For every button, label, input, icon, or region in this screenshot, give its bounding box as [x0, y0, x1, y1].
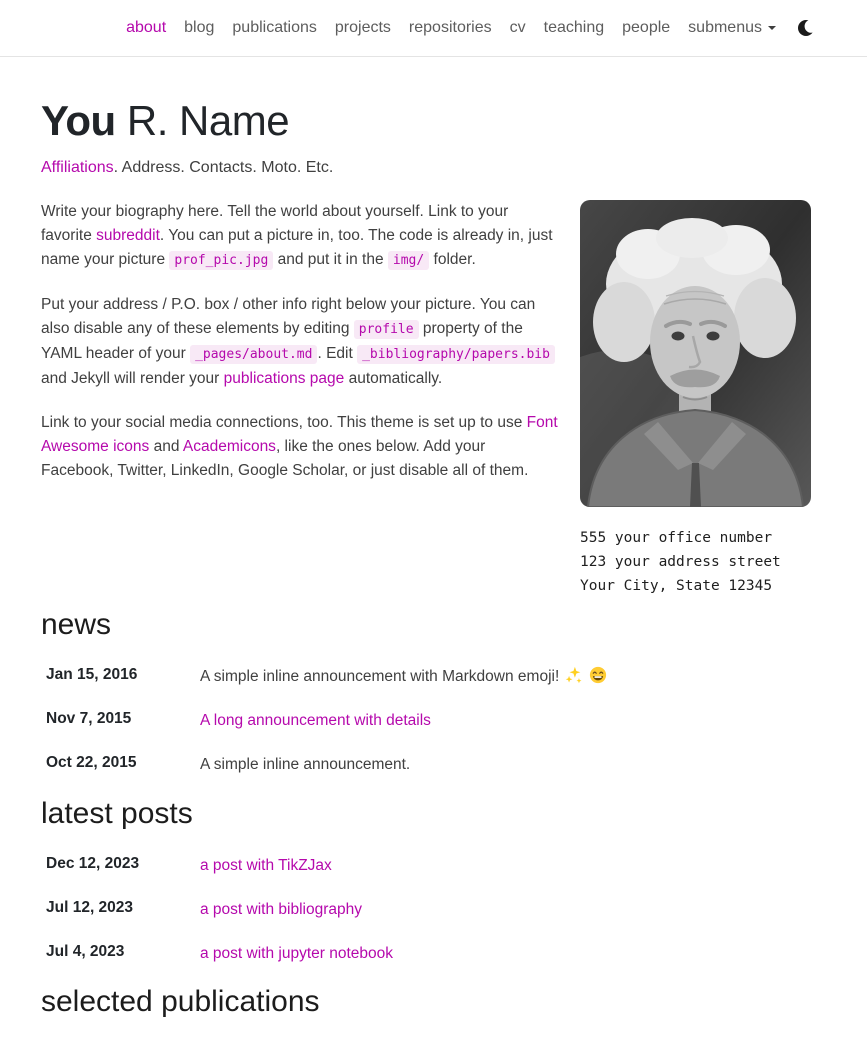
nav-item[interactable] [117, 19, 175, 37]
text-run: . You can put a picture in, too. The code is already in, just name your picture [41, 227, 553, 269]
nav-item[interactable] [326, 19, 400, 37]
inline-code: prof_pic.jpg [169, 251, 273, 270]
post-text [200, 899, 811, 920]
nav-item-label: blog [184, 19, 215, 36]
inline-code: img/ [388, 251, 429, 270]
address-line: 123 your address street [580, 554, 781, 571]
news-date: Jan 15, 2016 [46, 666, 138, 684]
portrait-photo-placeholder [580, 200, 811, 507]
latest-posts-heading: latest posts [41, 796, 193, 830]
nav-item[interactable] [223, 19, 326, 37]
news-row [41, 699, 811, 743]
news-text [200, 666, 811, 687]
news-list [41, 655, 811, 787]
text-run: . Address. Contacts. Moto. Etc. [113, 159, 334, 177]
sparkles-emoji [565, 666, 583, 684]
moon-icon [797, 25, 815, 40]
post-text [200, 855, 811, 876]
nav-item[interactable] [400, 19, 501, 37]
nav-item-label: submenus [688, 19, 762, 36]
post-row [41, 843, 811, 887]
page-header [41, 98, 811, 177]
inline-link[interactable]: publications page [223, 370, 345, 388]
nav-item-label: teaching [543, 19, 605, 36]
smile-emoji [589, 666, 607, 684]
inline-link[interactable]: subreddit [96, 227, 160, 245]
text-run: and Jekyll will render your [41, 370, 224, 388]
text-run: , like the ones below. Add your Facebook, Twitter, LinkedIn, Google Scholar, or just disable all of them. [41, 438, 529, 480]
inline-link[interactable]: Font Awesome icons [41, 414, 558, 456]
text-run: . Edit [317, 345, 358, 363]
text-run: A simple inline announcement. [200, 756, 411, 774]
last-name: R. Name [115, 97, 290, 144]
inline-code: profile [354, 320, 419, 339]
post-date: Jul 4, 2023 [46, 942, 125, 960]
nav-item-label: publications [232, 19, 317, 36]
post-text [200, 943, 811, 964]
post-date: Jul 12, 2023 [46, 898, 134, 916]
chevron-down-icon [768, 26, 776, 30]
nav-item[interactable] [679, 19, 785, 37]
text-run: folder. [429, 251, 476, 269]
nav-item-label: repositories [408, 19, 492, 36]
page-title [41, 98, 811, 144]
profile-picture [580, 200, 811, 507]
inline-link[interactable]: a post with bibliography [200, 900, 362, 918]
main-content [41, 98, 811, 1020]
text-run [584, 668, 588, 685]
nav-item-label: projects [334, 19, 391, 36]
inline-link[interactable]: Affiliations [41, 159, 114, 177]
news-row [41, 655, 811, 699]
navbar [0, 0, 867, 57]
text-run: property of the YAML header of your [41, 320, 523, 363]
inline-link[interactable]: Academicons [182, 438, 276, 456]
news-row [41, 743, 811, 787]
news-text [200, 754, 811, 775]
nav-item-label: about [126, 19, 167, 36]
posts-list [41, 843, 811, 975]
address-line: Your City, State 12345 [580, 578, 773, 595]
profile-column [580, 200, 811, 598]
inline-code: _pages/about.md [190, 345, 317, 364]
inline-link[interactable]: a post with jupyter notebook [200, 944, 394, 962]
nav-item-label: people [622, 19, 671, 36]
text-run: and put it in the [273, 251, 388, 269]
dark-mode-toggle[interactable] [785, 19, 815, 37]
news-heading: news [41, 608, 112, 642]
inline-code: _bibliography/papers.bib [357, 345, 555, 364]
news-date: Oct 22, 2015 [46, 754, 137, 772]
address-line: 555 your office number [580, 530, 773, 547]
nav-item[interactable] [613, 19, 679, 37]
nav-list [117, 19, 785, 37]
address-block [580, 526, 811, 598]
page-subtitle [41, 159, 811, 177]
text-run: Link to your social media connections, too. This theme is set up to use [41, 414, 527, 432]
publications-section [41, 985, 811, 1020]
nav-item[interactable] [501, 19, 535, 37]
news-date: Nov 7, 2015 [46, 710, 132, 728]
news-text [200, 710, 811, 731]
post-row [41, 887, 811, 931]
text-run: Write your biography here. Tell the world about yourself. Link to your favorite [41, 203, 509, 245]
news-section [41, 608, 811, 787]
post-row [41, 931, 811, 975]
biography-section [41, 200, 811, 598]
text-run: Put your address / P.O. box / other info right below your picture. You can also disable any of these elements by editing [41, 296, 536, 338]
nav-item[interactable] [535, 19, 614, 37]
text-run: automatically. [344, 370, 443, 388]
inline-link[interactable]: a post with TikZJax [200, 856, 332, 874]
text-run: and [149, 438, 183, 456]
latest-posts-section [41, 797, 811, 976]
inline-link[interactable]: A long announcement with details [200, 712, 431, 730]
post-date: Dec 12, 2023 [46, 854, 140, 872]
text-run: A simple inline announcement with Markdown emoji! [200, 668, 564, 686]
nav-item-label: cv [509, 19, 526, 36]
first-name: You [41, 97, 116, 144]
publications-heading: selected publications [41, 985, 320, 1019]
nav-item[interactable] [175, 19, 223, 37]
